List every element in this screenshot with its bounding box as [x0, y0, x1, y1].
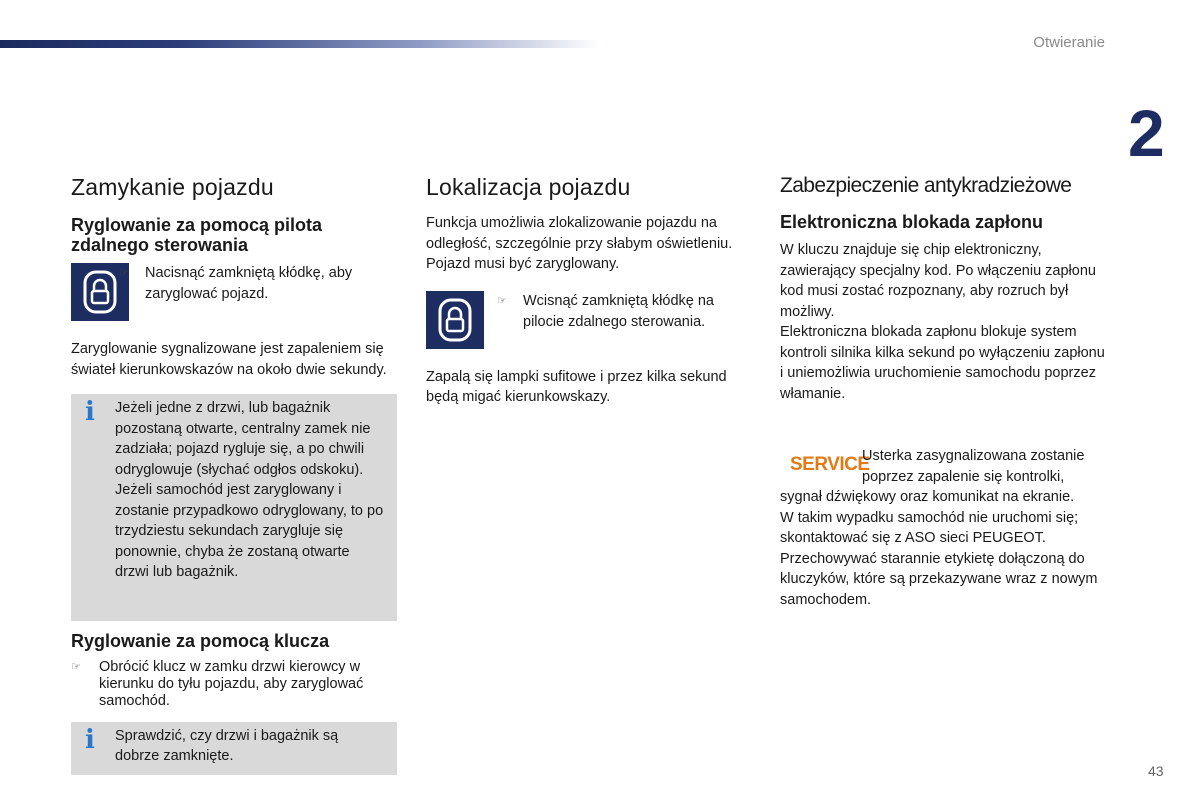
- remote-lock-instruction: [71, 263, 397, 327]
- paragraph: Przechowywać starannie etykietę dołączoną do kluczyków, które są przekazywane wraz z nowym samochodem.: [780, 550, 1098, 608]
- lock-icon: [426, 291, 484, 349]
- paragraph: W kluczu znajduje się chip elektroniczny, zawierający specjalny kod. Po włączeniu zapłonu kod musi zostać rozpoznany, aby rozruch był możliwy.: [780, 242, 1096, 320]
- section-title: Lokalizacja pojazdu: [426, 174, 631, 200]
- header-gradient-bar: [0, 40, 600, 48]
- chapter-number: 2: [1128, 96, 1165, 170]
- subsection-title: Ryglowanie za pomocą klucza: [71, 630, 330, 651]
- info-box: i Sprawdzić, czy drzwi i bagażnik są dobrze zamknięte.: [71, 722, 397, 775]
- paragraph: W takim wypadku samochód nie uruchomi się; skontaktować się z ASO sieci PEUGEOT.: [780, 509, 1079, 546]
- pointer-icon: ☞: [71, 660, 81, 673]
- section-title: Zabezpieczenie antykradzieżowe: [780, 174, 1072, 197]
- bullet-item: ☞ Wcisnąć zamkniętą kłódkę na pilocie zdalnego sterowania.: [497, 292, 714, 330]
- paragraph: Zapalą się lampki sufitowe i przez kilka sekund będą migać kierunkowskazy.: [426, 368, 727, 405]
- bullet-item: ☞ Obrócić klucz w zamku drzwi kierowcy w kierunku do tyłu pojazdu, aby zaryglować samochód.: [71, 658, 364, 709]
- subsection-title: Elektroniczna blokada zapłonu: [780, 212, 1044, 232]
- info-box: i Jeżeli jedne z drzwi, lub bagażnik pozostaną otwarte, centralny zamek nie zadziała; pojazd rygluje się, a po chwili odryglowuje (słychać odgłos odskoku). Jeżeli samochód jest zaryglowany i zostanie przypadkowo odryglowany, to po trzydziestu sekundach zarygluje się ponownie, chyba że zostaną otwarte drzwi lub bagażnik.: [71, 394, 397, 621]
- column-locate-vehicle: [426, 174, 756, 408]
- paragraph: Usterka zasygnalizowana zostanie poprzez zapalenie się kontrolki, sygnał dźwiękowy oraz komunikat na ekranie.: [780, 448, 1085, 505]
- pointer-icon: ☞: [497, 294, 507, 307]
- paragraph: Funkcja umożliwia zlokalizowanie pojazdu na odległość, szczególnie przy słabym oświetleniu. Pojazd musi być zaryglowany.: [426, 215, 733, 272]
- column-anti-theft: [780, 174, 1110, 610]
- service-warning-icon: SERVICE: [790, 454, 870, 475]
- remote-lock-instruction: [426, 291, 756, 355]
- info-icon: i: [85, 397, 95, 427]
- paragraph: Elektroniczna blokada zapłonu blokuje system kontroli silnika kilka sekund po wyłączeniu zapłonu i uniemożliwia uruchomienie samochodu poprzez włamanie.: [780, 324, 1105, 402]
- pointer-icon: ☞: [119, 267, 129, 279]
- section-title: Zamykanie pojazdu: [71, 174, 274, 200]
- page-number: 43: [1148, 763, 1164, 779]
- info-icon: i: [85, 724, 95, 755]
- bullet-item: ☞ Nacisnąć zamkniętą kłódkę, aby zaryglować pojazd.: [119, 265, 353, 302]
- column-closing-vehicle: [71, 174, 397, 775]
- section-name: Otwieranie: [1033, 34, 1105, 51]
- paragraph: Zaryglowanie sygnalizowane jest zapaleniem się świateł kierunkowskazów na około dwie sekundy.: [71, 341, 387, 378]
- service-warning: [780, 446, 1110, 508]
- subsection-title: Ryglowanie za pomocą pilota zdalnego sterowania: [71, 215, 323, 255]
